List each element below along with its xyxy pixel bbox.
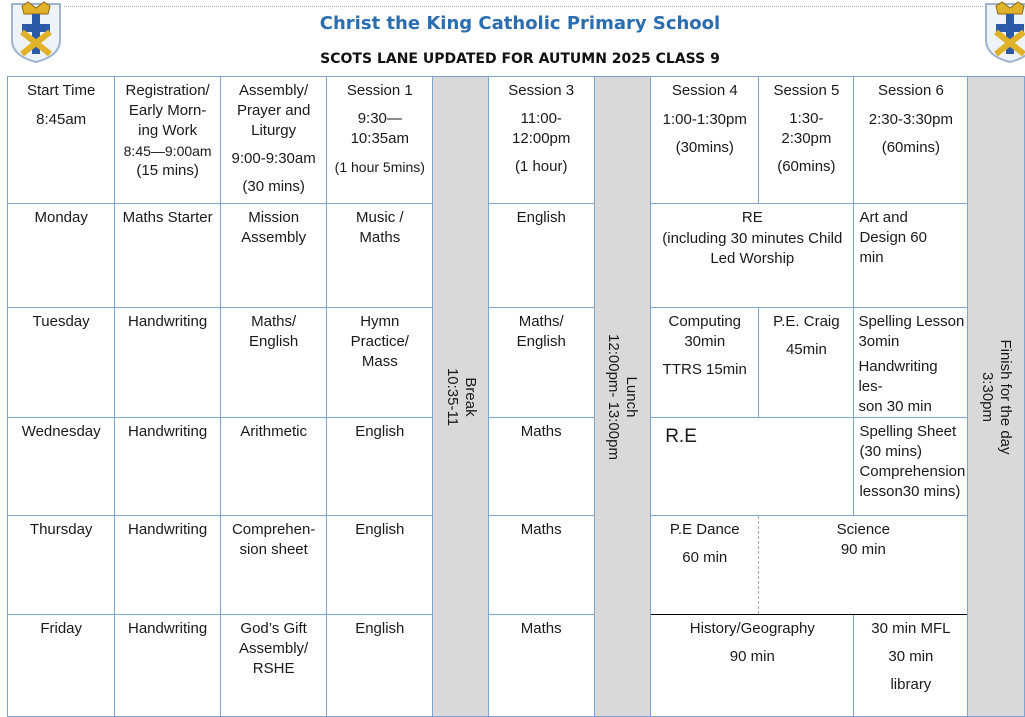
break-column — [433, 77, 489, 717]
day-thursday: Thursday — [8, 516, 115, 615]
cell-registration: Handwriting — [115, 516, 221, 615]
cell-session-1: Music / Maths — [327, 204, 433, 308]
cell-session-6: 30 min MFL 30 min library — [854, 615, 968, 717]
cell-registration: Handwriting — [115, 418, 221, 516]
finish-label: Finish for the day 3:30pm — [979, 338, 1015, 455]
cell-session-5: P.E. Craig 45min — [759, 308, 854, 418]
table-row-friday — [8, 615, 1025, 717]
cell-science: Science 90 min — [759, 516, 968, 615]
session-6-header: Session 6 2:30-3:30pm (60mins) — [854, 77, 968, 204]
cell-session-1: English — [327, 418, 433, 516]
cell-assembly: Maths/ English — [220, 308, 326, 418]
cell-session-3: Maths — [488, 418, 594, 516]
cell-history-geography: History/Geography 90 min — [651, 615, 854, 717]
session-3-header: Session 3 11:00- 12:00pm (1 hour) — [488, 77, 594, 204]
cell-session-6: Spelling Sheet (30 mins) Comprehension lesson30 mins) — [854, 418, 968, 516]
cell-session-3: English — [488, 204, 594, 308]
session-5-header: Session 5 1:30- 2:30pm (60mins) — [759, 77, 854, 204]
timetable-subtitle: SCOTS LANE UPDATED FOR AUTUMN 2025 CLASS 9 — [320, 51, 720, 67]
cell-session-1: English — [327, 615, 433, 717]
finish-column — [968, 77, 1025, 717]
day-monday: Monday — [8, 204, 115, 308]
cell-registration: Handwriting — [115, 615, 221, 717]
cell-session-3: Maths — [488, 615, 594, 717]
lunch-column — [594, 77, 651, 717]
table-row-wednesday — [8, 418, 1025, 516]
lunch-label: Lunch 12:00pm- 13:00pm — [605, 333, 641, 460]
break-label: Break 10:35-11 — [443, 367, 479, 426]
cell-re: R.E — [651, 418, 854, 516]
cell-assembly: Comprehen- sion sheet — [220, 516, 326, 615]
assembly-header: Assembly/ Prayer and Liturgy 9:00-9:30am (30 mins) — [220, 77, 326, 204]
cell-session-3: Maths/ English — [488, 308, 594, 418]
cell-registration: Handwriting — [115, 308, 221, 418]
session-1-header: Session 1 9:30— 10:35am (1 hour 5mins) — [327, 77, 433, 204]
start-time-header: Start Time 8:45am — [8, 77, 115, 204]
cell-session-1: Hymn Practice/ Mass — [327, 308, 433, 418]
cell-session-4: Computing 30min TTRS 15min — [651, 308, 759, 418]
table-row-monday — [8, 204, 1025, 308]
cell-re: RE (including 30 minutes Child Led Worship — [651, 204, 854, 308]
day-wednesday: Wednesday — [8, 418, 115, 516]
table-row-thursday — [8, 516, 1025, 615]
cell-session-6: Art and Design 60 min — [854, 204, 968, 308]
cell-pe-dance: P.E Dance 60 min — [651, 516, 759, 615]
day-friday: Friday — [8, 615, 115, 717]
cell-assembly: Mission Assembly — [220, 204, 326, 308]
cell-session-1: English — [327, 516, 433, 615]
registration-header: Registration/ Early Morn- ing Work 8:45—9:00am (15 mins) — [115, 77, 221, 204]
table-row-tuesday — [8, 308, 1025, 418]
school-name: Christ the King Catholic Primary School — [319, 13, 721, 34]
cell-session-6: Spelling Lesson 3omin Handwriting les- son 30 min — [854, 308, 968, 418]
header-divider — [64, 6, 983, 7]
cell-registration: Maths Starter — [115, 204, 221, 308]
day-tuesday: Tuesday — [8, 308, 115, 418]
timetable — [7, 76, 1025, 717]
cell-assembly: Arithmetic — [220, 418, 326, 516]
header-row — [8, 77, 1025, 204]
session-4-header: Session 4 1:00-1:30pm (30mins) — [651, 77, 759, 204]
cell-session-3: Maths — [488, 516, 594, 615]
cell-assembly: God’s Gift Assembly/ RSHE — [220, 615, 326, 717]
